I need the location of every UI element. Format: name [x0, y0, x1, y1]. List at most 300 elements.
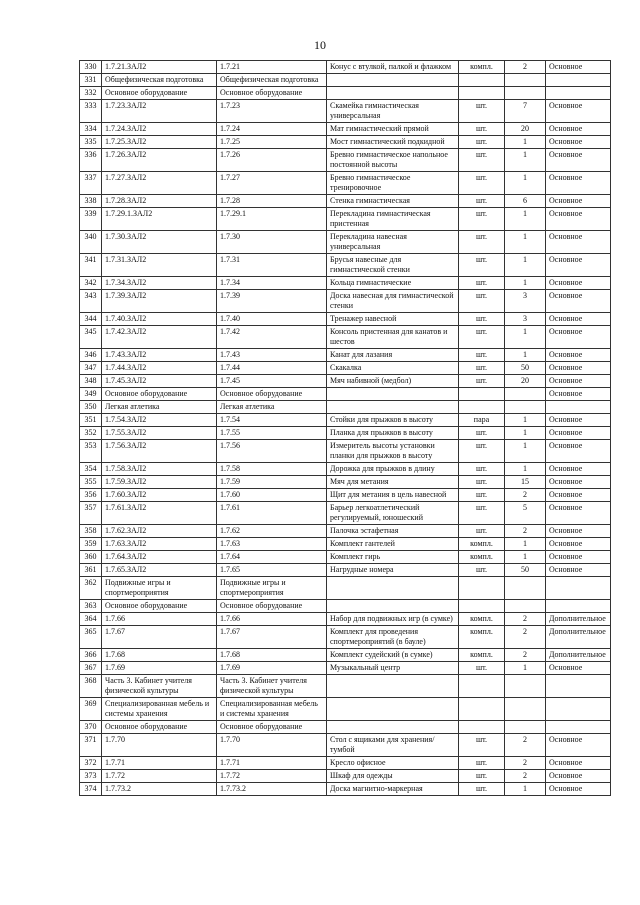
table-body	[80, 61, 611, 796]
quantity-cell: 2	[505, 613, 546, 626]
table-row	[80, 757, 611, 770]
code2-cell: 1.7.60	[217, 489, 327, 502]
name-cell: Комплект для проведения спортмероприятий (в бауле)	[327, 626, 459, 649]
type-cell: Основное	[546, 770, 611, 783]
unit-cell: шт.	[459, 172, 505, 195]
code-cell: 1.7.42.ЗАЛ2	[102, 326, 217, 349]
code2-cell: 1.7.40	[217, 313, 327, 326]
code2-cell: 1.7.68	[217, 649, 327, 662]
table-row	[80, 61, 611, 74]
quantity-cell	[505, 698, 546, 721]
unit-cell: шт.	[459, 375, 505, 388]
code2-cell: 1.7.29.1	[217, 208, 327, 231]
type-cell: Дополнительное	[546, 626, 611, 649]
unit-cell: шт.	[459, 231, 505, 254]
type-cell: Основное	[546, 362, 611, 375]
type-cell: Основное	[546, 564, 611, 577]
type-cell: Основное	[546, 172, 611, 195]
type-cell: Основное	[546, 349, 611, 362]
code2-cell: 1.7.69	[217, 662, 327, 675]
type-cell: Основное	[546, 489, 611, 502]
code2-cell: 1.7.70	[217, 734, 327, 757]
type-cell	[546, 698, 611, 721]
quantity-cell	[505, 388, 546, 401]
code2-cell: 1.7.44	[217, 362, 327, 375]
unit-cell: шт.	[459, 208, 505, 231]
unit-cell	[459, 74, 505, 87]
quantity-cell: 3	[505, 290, 546, 313]
code-cell: 1.7.43.ЗАЛ2	[102, 349, 217, 362]
name-cell: Тренажер навесной	[327, 313, 459, 326]
unit-cell: шт.	[459, 123, 505, 136]
type-cell: Основное	[546, 538, 611, 551]
table-row	[80, 136, 611, 149]
code-cell: 1.7.54.ЗАЛ2	[102, 414, 217, 427]
code-cell: Основное оборудование	[102, 721, 217, 734]
type-cell	[546, 577, 611, 600]
table-row	[80, 770, 611, 783]
table-row	[80, 734, 611, 757]
code-cell: 1.7.62.ЗАЛ2	[102, 525, 217, 538]
table-row	[80, 698, 611, 721]
unit-cell	[459, 721, 505, 734]
code-cell: Основное оборудование	[102, 600, 217, 613]
name-cell: Комплект судейский (в сумке)	[327, 649, 459, 662]
table-row	[80, 195, 611, 208]
unit-cell: шт.	[459, 313, 505, 326]
code-cell: 1.7.30.ЗАЛ2	[102, 231, 217, 254]
code2-cell: 1.7.55	[217, 427, 327, 440]
row-number-cell: 336	[80, 149, 102, 172]
name-cell: Барьер легкоатлетический регулируемый, юношеский	[327, 502, 459, 525]
quantity-cell: 1	[505, 149, 546, 172]
type-cell: Основное	[546, 208, 611, 231]
code-cell: 1.7.73.2	[102, 783, 217, 796]
unit-cell: пара	[459, 414, 505, 427]
quantity-cell: 50	[505, 362, 546, 375]
name-cell	[327, 600, 459, 613]
unit-cell: шт.	[459, 254, 505, 277]
table-row	[80, 551, 611, 564]
name-cell	[327, 388, 459, 401]
code-cell: 1.7.70	[102, 734, 217, 757]
code-cell: 1.7.23.ЗАЛ2	[102, 100, 217, 123]
row-number-cell: 363	[80, 600, 102, 613]
unit-cell: шт.	[459, 100, 505, 123]
code2-cell: 1.7.39	[217, 290, 327, 313]
quantity-cell: 1	[505, 662, 546, 675]
row-number-cell: 361	[80, 564, 102, 577]
name-cell: Перекладина навесная универсальная	[327, 231, 459, 254]
row-number-cell: 368	[80, 675, 102, 698]
table-row	[80, 349, 611, 362]
code-cell: 1.7.72	[102, 770, 217, 783]
table-row	[80, 600, 611, 613]
quantity-cell: 1	[505, 349, 546, 362]
quantity-cell: 1	[505, 208, 546, 231]
code-cell: 1.7.69	[102, 662, 217, 675]
quantity-cell: 1	[505, 783, 546, 796]
code2-cell: 1.7.56	[217, 440, 327, 463]
row-number-cell: 366	[80, 649, 102, 662]
type-cell: Основное	[546, 551, 611, 564]
name-cell: Конус с втулкой, палкой и флажком	[327, 61, 459, 74]
row-number-cell: 343	[80, 290, 102, 313]
unit-cell: компл.	[459, 613, 505, 626]
type-cell: Основное	[546, 427, 611, 440]
code-cell: Легкая атлетика	[102, 401, 217, 414]
code-cell: 1.7.65.ЗАЛ2	[102, 564, 217, 577]
table-row	[80, 476, 611, 489]
name-cell: Перекладина гимнастическая пристенная	[327, 208, 459, 231]
name-cell	[327, 74, 459, 87]
name-cell: Скакалка	[327, 362, 459, 375]
quantity-cell: 2	[505, 649, 546, 662]
row-number-cell: 364	[80, 613, 102, 626]
table-row	[80, 564, 611, 577]
code2-cell: 1.7.23	[217, 100, 327, 123]
row-number-cell: 353	[80, 440, 102, 463]
row-number-cell: 347	[80, 362, 102, 375]
table-row	[80, 231, 611, 254]
table-row	[80, 675, 611, 698]
type-cell	[546, 87, 611, 100]
code-cell: Часть 3. Кабинет учителя физической культуры	[102, 675, 217, 698]
table-row	[80, 74, 611, 87]
name-cell: Стойки для прыжков в высоту	[327, 414, 459, 427]
name-cell: Шкаф для одежды	[327, 770, 459, 783]
code2-cell: Основное оборудование	[217, 600, 327, 613]
code2-cell: 1.7.27	[217, 172, 327, 195]
table-row	[80, 277, 611, 290]
code2-cell: 1.7.28	[217, 195, 327, 208]
quantity-cell: 2	[505, 626, 546, 649]
unit-cell: шт.	[459, 136, 505, 149]
table-row	[80, 149, 611, 172]
type-cell: Основное	[546, 136, 611, 149]
table-row	[80, 100, 611, 123]
table-row	[80, 290, 611, 313]
page-number: 10	[314, 38, 326, 52]
name-cell: Бревно гимнастическое напольное постоянной высоты	[327, 149, 459, 172]
code2-cell: 1.7.30	[217, 231, 327, 254]
code-cell: 1.7.66	[102, 613, 217, 626]
type-cell: Основное	[546, 313, 611, 326]
unit-cell: шт.	[459, 525, 505, 538]
type-cell: Основное	[546, 502, 611, 525]
row-number-cell: 358	[80, 525, 102, 538]
code-cell: 1.7.64.ЗАЛ2	[102, 551, 217, 564]
type-cell	[546, 721, 611, 734]
unit-cell: шт.	[459, 290, 505, 313]
unit-cell	[459, 87, 505, 100]
row-number-cell: 367	[80, 662, 102, 675]
unit-cell: шт.	[459, 349, 505, 362]
row-number-cell: 341	[80, 254, 102, 277]
row-number-cell: 342	[80, 277, 102, 290]
name-cell: Канат для лазания	[327, 349, 459, 362]
code-cell: 1.7.34.ЗАЛ2	[102, 277, 217, 290]
code2-cell: 1.7.34	[217, 277, 327, 290]
type-cell	[546, 74, 611, 87]
unit-cell	[459, 401, 505, 414]
row-number-cell: 338	[80, 195, 102, 208]
quantity-cell: 5	[505, 502, 546, 525]
quantity-cell: 1	[505, 538, 546, 551]
quantity-cell: 1	[505, 551, 546, 564]
code2-cell: 1.7.42	[217, 326, 327, 349]
table-row	[80, 626, 611, 649]
unit-cell: шт.	[459, 489, 505, 502]
code-cell: 1.7.45.ЗАЛ2	[102, 375, 217, 388]
row-number-cell: 371	[80, 734, 102, 757]
unit-cell: шт.	[459, 427, 505, 440]
code2-cell: 1.7.73.2	[217, 783, 327, 796]
name-cell: Мост гимнастический подкидной	[327, 136, 459, 149]
table-row	[80, 254, 611, 277]
row-number-cell: 369	[80, 698, 102, 721]
code-cell: 1.7.61.ЗАЛ2	[102, 502, 217, 525]
type-cell: Основное	[546, 231, 611, 254]
type-cell	[546, 675, 611, 698]
code-cell: 1.7.56.ЗАЛ2	[102, 440, 217, 463]
row-number-cell: 360	[80, 551, 102, 564]
code2-cell: 1.7.62	[217, 525, 327, 538]
type-cell: Основное	[546, 326, 611, 349]
type-cell: Основное	[546, 388, 611, 401]
quantity-cell: 1	[505, 414, 546, 427]
code2-cell: 1.7.67	[217, 626, 327, 649]
type-cell: Основное	[546, 375, 611, 388]
code2-cell: 1.7.21	[217, 61, 327, 74]
code2-cell: Основное оборудование	[217, 388, 327, 401]
unit-cell	[459, 577, 505, 600]
quantity-cell: 1	[505, 172, 546, 195]
code2-cell: Подвижные игры и спортмероприятия	[217, 577, 327, 600]
name-cell: Палочка эстафетная	[327, 525, 459, 538]
unit-cell: шт.	[459, 195, 505, 208]
name-cell: Кресло офисное	[327, 757, 459, 770]
row-number-cell: 355	[80, 476, 102, 489]
row-number-cell: 331	[80, 74, 102, 87]
type-cell: Основное	[546, 476, 611, 489]
name-cell	[327, 87, 459, 100]
code-cell: Основное оборудование	[102, 87, 217, 100]
row-number-cell: 357	[80, 502, 102, 525]
code-cell: 1.7.25.ЗАЛ2	[102, 136, 217, 149]
quantity-cell	[505, 600, 546, 613]
table-row	[80, 326, 611, 349]
code2-cell: 1.7.66	[217, 613, 327, 626]
row-number-cell: 372	[80, 757, 102, 770]
row-number-cell: 346	[80, 349, 102, 362]
quantity-cell: 1	[505, 136, 546, 149]
unit-cell: шт.	[459, 564, 505, 577]
row-number-cell: 374	[80, 783, 102, 796]
quantity-cell	[505, 675, 546, 698]
quantity-cell: 2	[505, 757, 546, 770]
unit-cell: шт.	[459, 502, 505, 525]
table-row	[80, 414, 611, 427]
table-row	[80, 87, 611, 100]
row-number-cell: 354	[80, 463, 102, 476]
type-cell: Дополнительное	[546, 613, 611, 626]
name-cell: Скамейка гимнастическая универсальная	[327, 100, 459, 123]
table-row	[80, 401, 611, 414]
type-cell: Основное	[546, 414, 611, 427]
type-cell: Основное	[546, 463, 611, 476]
type-cell: Основное	[546, 254, 611, 277]
code2-cell: 1.7.24	[217, 123, 327, 136]
row-number-cell: 344	[80, 313, 102, 326]
quantity-cell: 6	[505, 195, 546, 208]
code-cell: Специализированная мебель и системы хранения	[102, 698, 217, 721]
type-cell	[546, 600, 611, 613]
row-number-cell: 340	[80, 231, 102, 254]
unit-cell	[459, 675, 505, 698]
unit-cell: шт.	[459, 770, 505, 783]
unit-cell	[459, 698, 505, 721]
quantity-cell: 20	[505, 123, 546, 136]
type-cell: Основное	[546, 277, 611, 290]
code-cell: 1.7.29.1.ЗАЛ2	[102, 208, 217, 231]
name-cell: Кольца гимнастические	[327, 277, 459, 290]
table-row	[80, 538, 611, 551]
code2-cell: 1.7.65	[217, 564, 327, 577]
quantity-cell: 7	[505, 100, 546, 123]
quantity-cell	[505, 401, 546, 414]
row-number-cell: 335	[80, 136, 102, 149]
type-cell: Дополнительное	[546, 649, 611, 662]
name-cell: Планка для прыжков в высоту	[327, 427, 459, 440]
table-row	[80, 525, 611, 538]
type-cell: Основное	[546, 123, 611, 136]
code-cell: 1.7.55.ЗАЛ2	[102, 427, 217, 440]
row-number-cell: 359	[80, 538, 102, 551]
quantity-cell: 2	[505, 489, 546, 502]
quantity-cell: 1	[505, 427, 546, 440]
table-row	[80, 388, 611, 401]
name-cell: Мяч набивной (медбол)	[327, 375, 459, 388]
code2-cell: 1.7.43	[217, 349, 327, 362]
type-cell: Основное	[546, 100, 611, 123]
row-number-cell: 356	[80, 489, 102, 502]
name-cell	[327, 401, 459, 414]
row-number-cell: 330	[80, 61, 102, 74]
quantity-cell: 1	[505, 231, 546, 254]
quantity-cell: 1	[505, 254, 546, 277]
table-row	[80, 721, 611, 734]
equipment-table	[79, 60, 611, 796]
quantity-cell	[505, 577, 546, 600]
type-cell: Основное	[546, 783, 611, 796]
code2-cell: 1.7.59	[217, 476, 327, 489]
table-row	[80, 489, 611, 502]
quantity-cell: 1	[505, 463, 546, 476]
code2-cell: Легкая атлетика	[217, 401, 327, 414]
name-cell	[327, 675, 459, 698]
row-number-cell: 351	[80, 414, 102, 427]
row-number-cell: 332	[80, 87, 102, 100]
code-cell: 1.7.26.ЗАЛ2	[102, 149, 217, 172]
code2-cell: 1.7.71	[217, 757, 327, 770]
table-row	[80, 463, 611, 476]
unit-cell: шт.	[459, 662, 505, 675]
type-cell: Основное	[546, 195, 611, 208]
code-cell: Подвижные игры и спортмероприятия	[102, 577, 217, 600]
row-number-cell: 334	[80, 123, 102, 136]
table-row	[80, 502, 611, 525]
name-cell: Бревно гимнастическое тренировочное	[327, 172, 459, 195]
unit-cell: шт.	[459, 463, 505, 476]
code2-cell: 1.7.25	[217, 136, 327, 149]
unit-cell: шт.	[459, 476, 505, 489]
code2-cell: 1.7.64	[217, 551, 327, 564]
name-cell: Нагрудные номера	[327, 564, 459, 577]
row-number-cell: 352	[80, 427, 102, 440]
quantity-cell: 1	[505, 277, 546, 290]
quantity-cell: 1	[505, 326, 546, 349]
name-cell: Дорожка для прыжков в длину	[327, 463, 459, 476]
code-cell: Общефизическая подготовка	[102, 74, 217, 87]
code2-cell: 1.7.26	[217, 149, 327, 172]
name-cell	[327, 721, 459, 734]
table-row	[80, 208, 611, 231]
quantity-cell: 2	[505, 525, 546, 538]
type-cell: Основное	[546, 525, 611, 538]
row-number-cell: 362	[80, 577, 102, 600]
name-cell: Набор для подвижных игр (в сумке)	[327, 613, 459, 626]
quantity-cell	[505, 74, 546, 87]
quantity-cell: 20	[505, 375, 546, 388]
row-number-cell: 348	[80, 375, 102, 388]
code2-cell: 1.7.61	[217, 502, 327, 525]
name-cell: Брусья навесные для гимнастической стенки	[327, 254, 459, 277]
type-cell: Основное	[546, 440, 611, 463]
table-row	[80, 783, 611, 796]
table-row	[80, 427, 611, 440]
table-row	[80, 613, 611, 626]
quantity-cell: 2	[505, 734, 546, 757]
quantity-cell	[505, 721, 546, 734]
name-cell: Мяч для метания	[327, 476, 459, 489]
name-cell: Стол с ящиками для хранения/тумбой	[327, 734, 459, 757]
unit-cell: компл.	[459, 626, 505, 649]
code-cell: 1.7.68	[102, 649, 217, 662]
row-number-cell: 370	[80, 721, 102, 734]
code2-cell: Часть 3. Кабинет учителя физической культуры	[217, 675, 327, 698]
table-row	[80, 172, 611, 195]
name-cell: Музыкальный центр	[327, 662, 459, 675]
code2-cell: 1.7.45	[217, 375, 327, 388]
type-cell: Основное	[546, 757, 611, 770]
unit-cell: компл.	[459, 649, 505, 662]
code-cell: Основное оборудование	[102, 388, 217, 401]
quantity-cell: 1	[505, 440, 546, 463]
row-number-cell: 345	[80, 326, 102, 349]
table-row	[80, 577, 611, 600]
code-cell: 1.7.60.ЗАЛ2	[102, 489, 217, 502]
code-cell: 1.7.24.ЗАЛ2	[102, 123, 217, 136]
row-number-cell: 365	[80, 626, 102, 649]
code-cell: 1.7.21.ЗАЛ2	[102, 61, 217, 74]
unit-cell: шт.	[459, 734, 505, 757]
table-row	[80, 313, 611, 326]
unit-cell: шт.	[459, 326, 505, 349]
code-cell: 1.7.67	[102, 626, 217, 649]
code2-cell: Общефизическая подготовка	[217, 74, 327, 87]
name-cell: Доска навесная для гимнастической стенки	[327, 290, 459, 313]
